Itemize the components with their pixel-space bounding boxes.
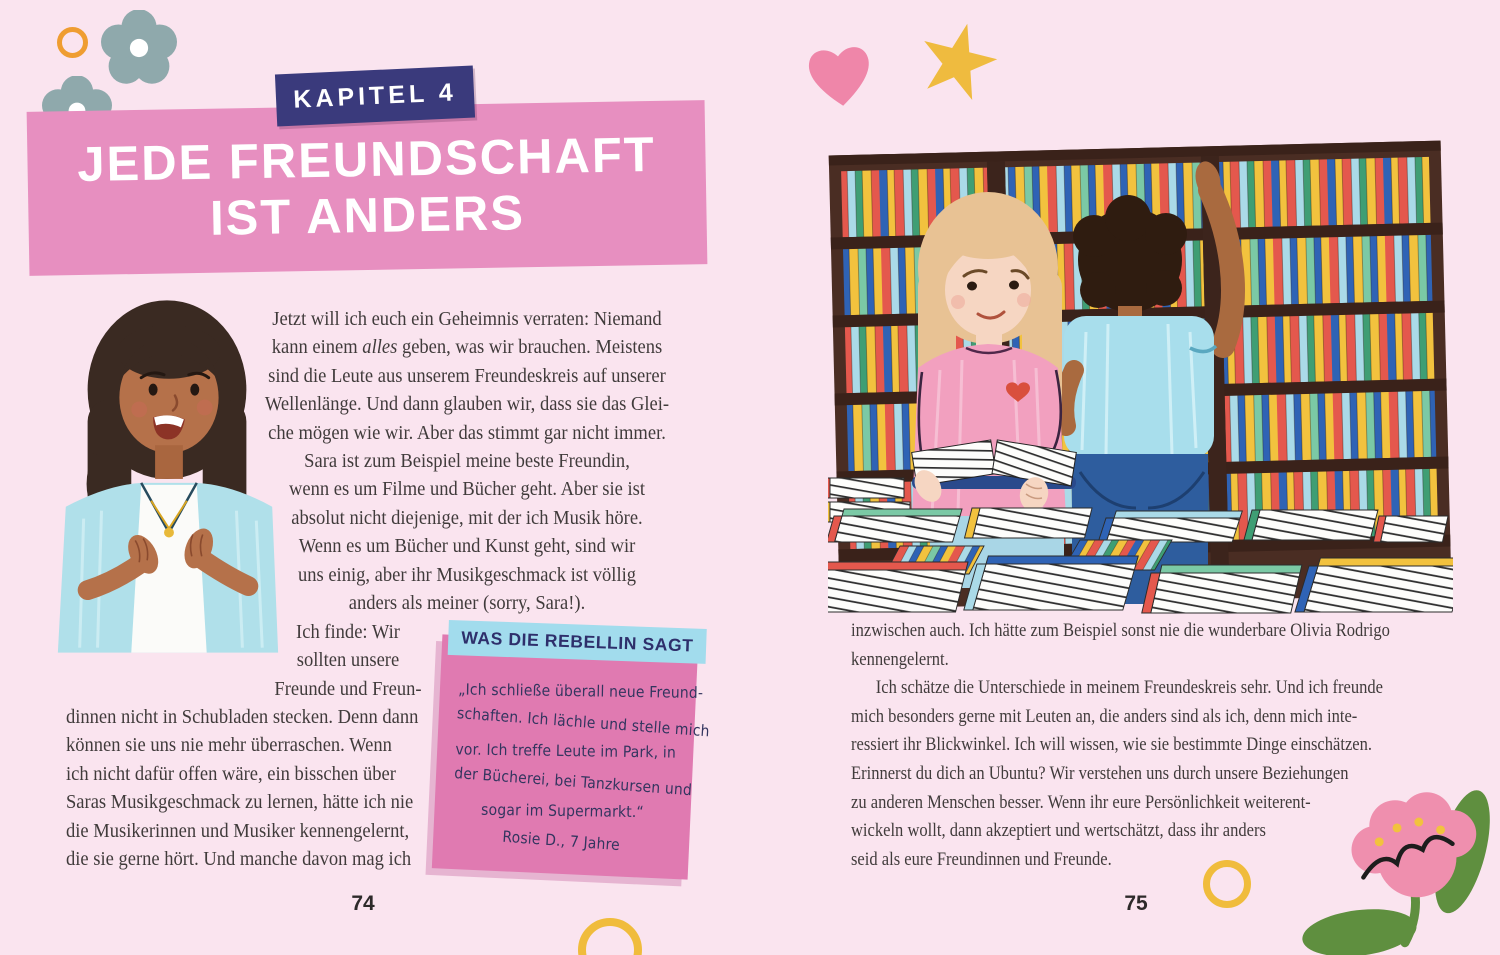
rebel-quote-text: [451, 671, 711, 861]
rebel-quote-header: WAS DIE REBELLIN SAGT: [448, 620, 707, 664]
text-line: zu anderen Menschen besser. Wenn ihr eure Persönlichkeit weiterent-: [851, 791, 1311, 813]
body-paragraph-b: [255, 619, 441, 704]
text-line: sollten unsere: [296, 650, 400, 672]
chapter-badge-label: KAPITEL 4: [292, 77, 458, 114]
text-line: der Bücherei, bei Tanzkursen und: [453, 764, 693, 800]
text-line: che mögen wie wir. Aber das stimmt gar nicht immer.: [268, 422, 666, 444]
body-paragraph-c: [66, 704, 419, 874]
chapter-title-banner: [27, 100, 708, 276]
body-paragraph-right: [851, 617, 1390, 874]
text-line: die sie gerne hört. Und manche davon mag ich: [66, 849, 412, 871]
heart-icon: [796, 29, 884, 122]
page-number-right: 75: [1124, 892, 1148, 915]
text-line: schaften. Ich lächle und stelle mich: [456, 704, 711, 741]
text-line: Saras Musikgeschmack zu lernen, hätte ich nie: [66, 792, 414, 814]
girl-talking-illustration: [38, 290, 296, 653]
body-paragraph-a: [259, 306, 675, 618]
ring-icon: [578, 918, 642, 955]
corner-flower-icon: [1302, 786, 1500, 955]
text-line: Ich schätze die Unterschiede in meinem Freundeskreis sehr. Und ich freunde: [851, 677, 1384, 699]
text-line: Freunde und Freun-: [274, 678, 422, 700]
text-line: „Ich schließe überall neue Freund-: [458, 680, 704, 703]
text-line: sogar im Supermarkt.“: [480, 800, 645, 822]
text-line: wenn es um Filme und Bücher geht. Aber sie ist: [288, 479, 646, 501]
chapter-title-line2: IST ANDERS: [209, 186, 526, 246]
text-line: wickeln wollt, dann akzeptiert und wertschätzt, dass ihr anders: [851, 820, 1266, 842]
text-line: sind die Leute aus unserem Freundeskreis auf unserer: [268, 365, 666, 387]
star-icon: [908, 8, 1007, 115]
text-line: Wenn es um Bücher und Kunst geht, sind wir: [298, 536, 636, 558]
text-line: die Musikerinnen und Musiker kennengelernt,: [66, 820, 410, 842]
flower-icon: [101, 10, 177, 86]
text-line: Sara ist zum Beispiel meine beste Freundin,: [304, 451, 630, 473]
text-line: können sie uns nie mehr überraschen. Wenn: [66, 735, 392, 757]
text-line: seid als eure Freundinnen und Freunde.: [851, 848, 1112, 870]
text-line: mich besonders gerne mit Leuten an, die anders sind als ich, denn mich inte-: [851, 705, 1358, 727]
text-line: kann einem alles geben, was wir brauchen. Meistens: [271, 337, 663, 359]
text-line: Erinnerst du dich an Ubuntu? Wir verstehen uns durch unsere Beziehungen: [851, 762, 1349, 784]
rebel-quote-box: [432, 627, 711, 879]
text-line: Wellenlänge. Und dann glauben wir, dass sie das Glei-: [264, 394, 670, 416]
text-line: anders als meiner (sorry, Sara!).: [348, 593, 586, 615]
text-line: uns einig, aber ihr Musikgeschmack ist völlig: [297, 564, 637, 586]
text-line: dinnen nicht in Schubladen stecken. Denn dann: [66, 707, 419, 728]
text-line: absolut nicht diejenige, mit der ich Musik höre.: [291, 507, 643, 529]
text-line: vor. Ich treffe Leute im Park, in: [455, 740, 677, 762]
text-line: Rosie D., 7 Jahre: [501, 827, 621, 855]
chapter-title-line1: JEDE FREUNDSCHAFT: [76, 127, 657, 193]
text-line: ressiert ihr Blickwinkel. Ich will wissen, wie sie bestimmte Dinge einschätzen.: [851, 734, 1373, 756]
library-bookshop-illustration: [828, 118, 1453, 615]
text-line: ich nicht dafür offen wäre, ein bisschen über: [66, 763, 396, 785]
chapter-badge: [275, 66, 475, 127]
text-line: Ich finde: Wir: [296, 622, 400, 643]
page-number-left: 74: [351, 892, 375, 915]
text-line: inzwischen auch. Ich hätte zum Beispiel sonst nie die wunderbare Olivia Rodrigo: [851, 620, 1390, 641]
ring-icon: [57, 27, 88, 58]
text-line: kennengelernt.: [851, 648, 949, 670]
text-line: Jetzt will ich euch ein Geheimnis verraten: Niemand: [272, 309, 662, 330]
